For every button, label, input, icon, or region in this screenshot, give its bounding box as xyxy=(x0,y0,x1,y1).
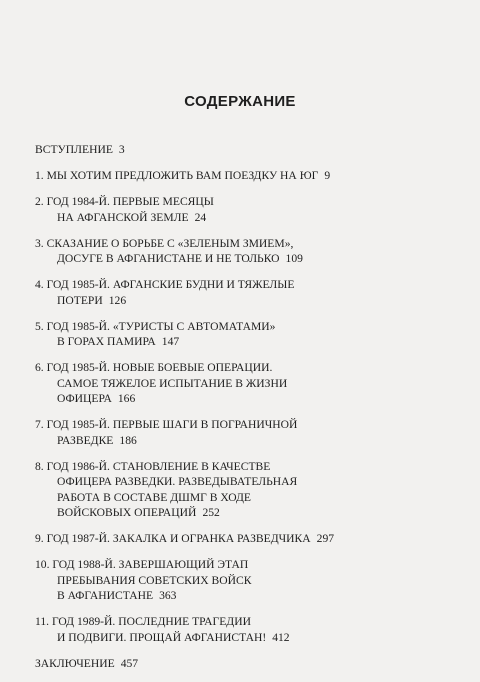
toc-page-number: 126 xyxy=(108,293,127,307)
toc-entry-last-line xyxy=(35,531,455,547)
toc-entry-title-line: И ПОДВИГИ. ПРОЩАЙ АФГАНИСТАН! xyxy=(57,630,267,644)
toc-entry-title-line: 3. СКАЗАНИЕ О БОРЬБЕ С «ЗЕЛЕНЫМ ЗМИЕМ», xyxy=(35,236,294,250)
toc-entry-last-line xyxy=(35,630,455,646)
toc-entry-title-line: РАБОТА В СОСТАВЕ ДШМГ В ХОДЕ xyxy=(57,490,251,504)
table-of-contents xyxy=(35,142,455,682)
toc-entry-title-line: ЗАКЛЮЧЕНИЕ xyxy=(35,656,115,670)
toc-entry-title-line: ОФИЦЕРА xyxy=(57,392,112,405)
toc-entry[interactable] xyxy=(35,168,455,184)
toc-page-number: 186 xyxy=(119,433,137,447)
toc-entry[interactable] xyxy=(35,194,455,225)
toc-page-number: 166 xyxy=(117,392,136,405)
toc-entry-title-line: НА АФГАНСКОЙ ЗЕМЛЕ xyxy=(57,210,189,224)
toc-page-number: 3 xyxy=(118,143,125,156)
toc-entry-last-line xyxy=(35,210,455,226)
toc-entry-title-line: 5. ГОД 1985-Й. «ТУРИСТЫ С АВТОМАТАМИ» xyxy=(35,319,276,333)
toc-entry-title-line: 6. ГОД 1985-Й. НОВЫЕ БОЕВЫЕ ОПЕРАЦИИ. xyxy=(35,361,273,374)
toc-entry-last-line xyxy=(35,505,455,521)
toc-entry-title-line: САМОЕ ТЯЖЕЛОЕ ИСПЫТАНИЕ В ЖИЗНИ xyxy=(57,376,288,390)
toc-entry-last-line xyxy=(35,656,455,672)
toc-entry-title-line: ВОЙСКОВЫХ ОПЕРАЦИЙ xyxy=(57,506,197,519)
toc-entry-title-line: ВСТУПЛЕНИЕ xyxy=(35,143,113,156)
toc-entry-title-line: 4. ГОД 1985-Й. АФГАНСКИЕ БУДНИ И ТЯЖЕЛЫЕ xyxy=(35,278,295,291)
toc-page-number: 412 xyxy=(272,630,290,644)
toc-entry-last-line xyxy=(35,142,455,158)
toc-entry-last-line xyxy=(35,168,455,184)
toc-entry-title-line: 2. ГОД 1984-Й. ПЕРВЫЕ МЕСЯЦЫ xyxy=(35,195,214,208)
toc-entry[interactable] xyxy=(35,236,455,267)
toc-entry[interactable] xyxy=(35,360,455,407)
toc-page-number: 147 xyxy=(161,335,180,348)
toc-page-number: 457 xyxy=(120,656,139,670)
toc-entry-last-line xyxy=(35,251,455,267)
toc-page-number: 109 xyxy=(285,252,303,265)
toc-entry[interactable] xyxy=(35,656,455,672)
toc-page-number: 24 xyxy=(194,210,207,224)
toc-page-number: 363 xyxy=(159,589,177,602)
toc-entry-last-line xyxy=(35,334,455,350)
toc-entry-title-line: 10. ГОД 1988-Й. ЗАВЕРШАЮЩИЙ ЭТАП xyxy=(35,558,249,571)
toc-entry[interactable] xyxy=(35,277,455,308)
toc-entry[interactable] xyxy=(35,417,455,448)
toc-entry-title-line: 1. МЫ ХОТИМ ПРЕДЛОЖИТЬ ВАМ ПОЕЗДКУ НА ЮГ xyxy=(35,169,319,182)
toc-entry-title-line: ПОТЕРИ xyxy=(57,293,103,307)
toc-entry[interactable] xyxy=(35,557,455,604)
toc-entry[interactable] xyxy=(35,614,455,645)
toc-entry-title-line: В ГОРАХ ПАМИРА xyxy=(57,335,156,348)
toc-entry-title-line: 7. ГОД 1985-Й. ПЕРВЫЕ ШАГИ В ПОГРАНИЧНОЙ xyxy=(35,418,298,431)
toc-entry-last-line xyxy=(35,433,455,449)
toc-page-number: 252 xyxy=(202,506,220,519)
toc-page-number: 297 xyxy=(316,532,335,545)
toc-entry[interactable] xyxy=(35,142,455,158)
toc-entry-title-line: ОФИЦЕРА РАЗВЕДКИ. РАЗВЕДЫВАТЕЛЬНАЯ xyxy=(57,475,298,488)
toc-entry-title-line: ПРЕБЫВАНИЯ СОВЕТСКИХ ВОЙСК xyxy=(57,573,252,587)
toc-entry-title-line: В АФГАНИСТАНЕ xyxy=(57,589,154,602)
toc-entry-title-line: ДОСУГЕ В АФГАНИСТАНЕ И НЕ ТОЛЬКО xyxy=(57,252,280,265)
toc-entry-title-line: 8. ГОД 1986-Й. СТАНОВЛЕНИЕ В КАЧЕСТВЕ xyxy=(35,459,271,473)
toc-entry-last-line xyxy=(35,293,455,309)
toc-entry-title-line: РАЗВЕДКЕ xyxy=(57,433,114,447)
toc-entry-last-line xyxy=(35,391,455,407)
toc-entry-last-line xyxy=(35,588,455,604)
toc-entry[interactable] xyxy=(35,459,455,521)
toc-entry-title-line: 9. ГОД 1987-Й. ЗАКАЛКА И ОГРАНКА РАЗВЕДЧИКА xyxy=(35,532,311,545)
page-title: СОДЕРЖАНИЕ xyxy=(184,93,296,110)
toc-entry-title-line: 11. ГОД 1989-Й. ПОСЛЕДНИЕ ТРАГЕДИИ xyxy=(35,615,251,628)
toc-entry[interactable] xyxy=(35,319,455,350)
toc-entry[interactable] xyxy=(35,531,455,547)
toc-page-number: 9 xyxy=(324,169,331,182)
